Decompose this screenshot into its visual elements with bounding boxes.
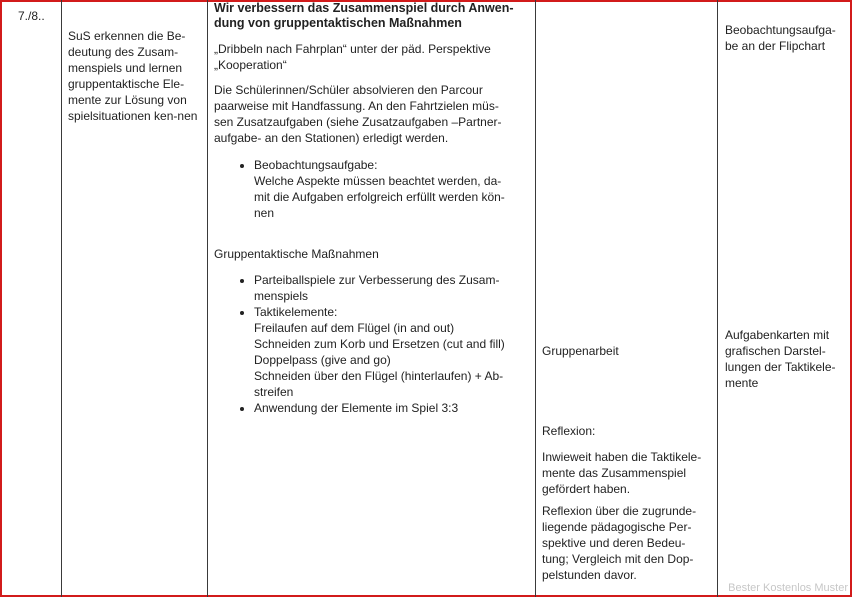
description-line: paarweise mit Handfassung. An den Fahrtzielen müs- bbox=[214, 99, 499, 113]
media-line: be an der Flipchart bbox=[725, 39, 826, 53]
reflection-line: liegende pädagogische Per- bbox=[542, 520, 692, 534]
media-line: Beobachtungsaufga- bbox=[725, 23, 836, 37]
tactics-line: Taktikelemente: bbox=[254, 305, 338, 319]
media-line: lungen der Taktikele- bbox=[725, 360, 836, 374]
column-divider bbox=[61, 0, 62, 597]
learning-goal-text: SuS erkennen die Be-deutung des Zusam-menspiels und lernen gruppentaktische Ele-mente zur Lösung von spielsituationen ken-nen bbox=[68, 29, 198, 123]
media-line: mente bbox=[725, 376, 759, 390]
subtitle-line: „Kooperation“ bbox=[214, 58, 287, 72]
reflection-line: Inwieweit haben die Taktikele- bbox=[542, 450, 702, 464]
reflection-line: spektive und deren Bedeu- bbox=[542, 536, 686, 550]
reflection-question bbox=[542, 449, 701, 497]
tactics-line: Schneiden über den Flügel (hinterlaufen) + Ab- bbox=[254, 369, 504, 383]
group-tactics-heading: Gruppentaktische Maßnahmen bbox=[214, 247, 379, 261]
tactics-line: streifen bbox=[254, 385, 294, 399]
media-task-cards bbox=[725, 327, 836, 391]
lesson-subtitle bbox=[214, 41, 532, 73]
observation-line: mit die Aufgaben erfolgreich erfüllt werden kön- bbox=[254, 190, 505, 204]
description-line: sen Zusatzaufgaben (siehe Zusatzaufgaben –Partner- bbox=[214, 115, 502, 129]
reflection-line: mente das Zusammenspiel bbox=[542, 466, 687, 480]
watermark: Bester Kostenlos Muster bbox=[728, 582, 848, 594]
observation-line: Welche Aspekte müssen beachtet werden, da- bbox=[254, 174, 502, 188]
column-divider bbox=[717, 0, 718, 597]
tactics-list bbox=[214, 272, 532, 416]
lesson-title-line: Wir verbessern das Zusammenspiel durch Anwen- bbox=[214, 1, 514, 15]
reflection-summary bbox=[542, 503, 696, 583]
tactics-line: Doppelpass (give and go) bbox=[254, 353, 391, 367]
tactics-item bbox=[254, 304, 532, 400]
tactics-line: menspiels bbox=[254, 289, 309, 303]
tactics-item bbox=[254, 400, 532, 416]
observation-list bbox=[214, 157, 532, 221]
description-line: aufgabe- an den Stationen) erledigt werden. bbox=[214, 131, 449, 145]
social-form-text: Gruppenarbeit bbox=[542, 344, 619, 358]
tactics-line: Freilaufen auf dem Flügel (in and out) bbox=[254, 321, 455, 335]
tactics-line: Parteiballspiele zur Verbesserung des Zusam- bbox=[254, 273, 500, 287]
lesson-title bbox=[214, 1, 532, 31]
observation-head: Beobachtungsaufgabe: bbox=[254, 158, 378, 172]
column-divider bbox=[207, 0, 208, 597]
media-line: grafischen Darstel- bbox=[725, 344, 826, 358]
lesson-description bbox=[214, 82, 532, 146]
reflection-line: tung; Vergleich mit den Dop- bbox=[542, 552, 694, 566]
column-divider bbox=[535, 0, 536, 597]
lesson-title-line: dung von gruppentaktischen Maßnahmen bbox=[214, 16, 462, 30]
tactics-item bbox=[254, 272, 532, 304]
reflection-line: Reflexion über die zugrunde- bbox=[542, 504, 697, 518]
observation-line: nen bbox=[254, 206, 275, 220]
row-number: 7./8.. bbox=[18, 9, 45, 23]
tactics-line: Anwendung der Elemente im Spiel 3:3 bbox=[254, 401, 459, 415]
observation-item bbox=[254, 157, 532, 221]
reflection-label: Reflexion: bbox=[542, 424, 596, 438]
tactics-line: Schneiden zum Korb und Ersetzen (cut and fill) bbox=[254, 337, 505, 351]
subtitle-line: „Dribbeln nach Fahrplan“ unter der päd. Perspektive bbox=[214, 42, 491, 56]
lesson-content bbox=[214, 1, 532, 416]
media-line: Aufgabenkarten mit bbox=[725, 328, 830, 342]
media-flipchart bbox=[725, 22, 836, 54]
description-line: Die Schülerinnen/Schüler absolvieren den Parcour bbox=[214, 83, 483, 97]
reflection-line: pelstunden davor. bbox=[542, 568, 637, 582]
reflection-line: gefördert haben. bbox=[542, 482, 631, 496]
